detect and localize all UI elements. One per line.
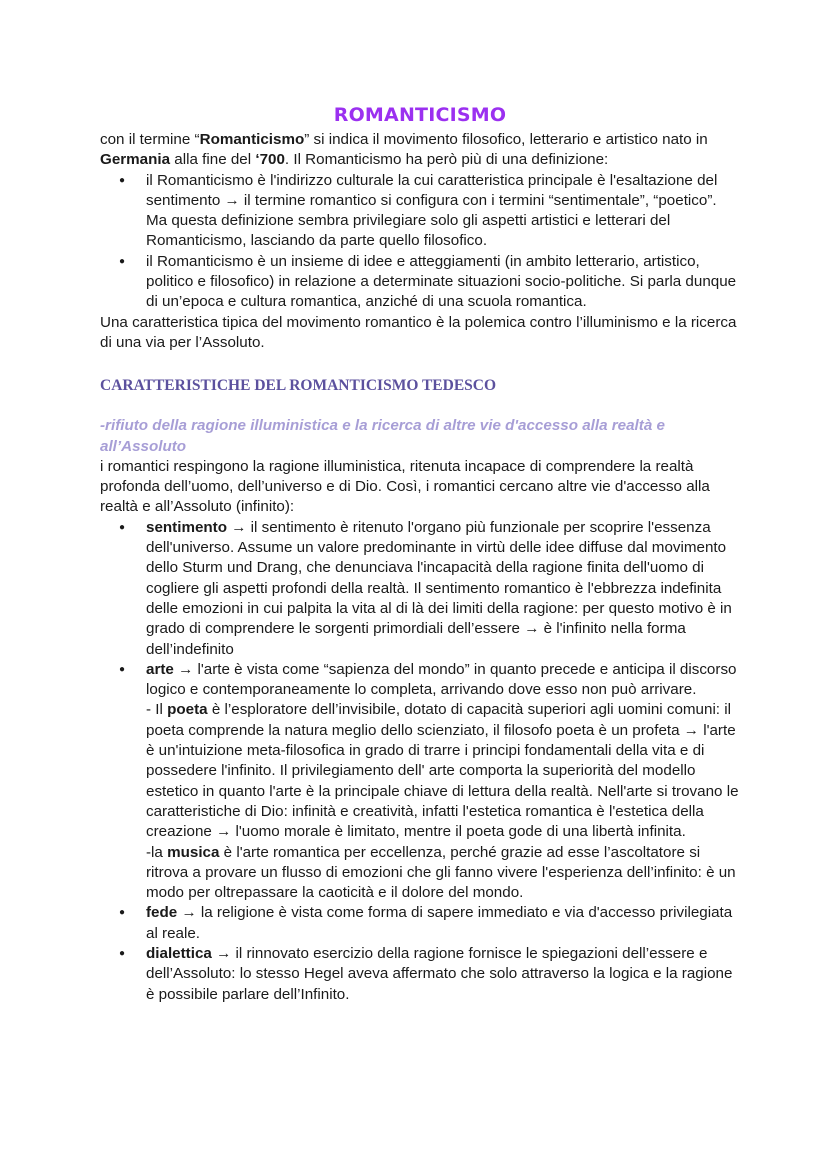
bold-term-germania: Germania [100,151,171,169]
term: musica [167,843,220,861]
text: è l’esploratore dell’invisibile, dotato di capacità superiori agli uomini comuni: il poeta comprende la natura meglio dello scienziato, il filosofo poeta è un profeta → l'arte è un'intuizione meta-filosofica in grado di trarre i principi fondamentali della vita e di possedere l'infinito. Il privilegiamento dell' arte comporta la superiorità del modello estetico in quanto l'arte è la principale chiave di lettura della realtà. Nell'arte si trovano le caratteristiche di Dio: infinità e creatività, infatti l'estetica romantica è l'estetica della creazione → l'uomo morale è limitato, mentre il poeta gode di una libertà infinita. [146,701,739,841]
bold-term-romanticismo: Romanticismo [199,131,305,148]
text: . Il Romanticismo ha però più di una definizione: [284,151,609,169]
list-item: ● il Romanticismo è l'indirizzo culturale la cui caratteristica principale è l'esaltazione del sentimento → il termine romantico si configura con i termini “sentimentale”, “poetico”. Ma questa definizione sembra privilegiare solo gli aspetti artistici e letterari del Romanticismo, lasciando da parte quello filosofico. [146,171,740,252]
definition: → la religione è vista come forma di sapere immediato e via d'accesso privilegiata al reale. [146,904,733,942]
term: sentimento [146,518,228,536]
page-title: ROMANTICISMO [333,104,507,126]
section-lead: i romantici respingono la ragione illuministica, ritenuta incapace di comprendere la realtà profonda dell’uomo, dell’universo e di Dio. Così, i romantici cercano altre vie d'accesso alla realtà e all’Assoluto (infinito): [100,457,710,516]
list-item-arte [146,660,740,904]
text: alla fine del [170,151,256,169]
access-ways-list [100,518,740,1005]
text: ” si indica il movimento filosofico, letterario e artistico nato in [304,131,708,148]
intro-paragraph [100,130,740,171]
bold-term-700: ‘700 [255,151,285,169]
text: con il termine “ [100,131,200,148]
list-item-dialettica [146,944,740,1005]
section-heading: CARATTERISTICHE DEL ROMANTICISMO TEDESCO [100,377,497,395]
definition: → l'arte è vista come “sapienza del mondo” in quanto precede e anticipa il discorso logico e contemporaneamente lo completa, arrivando dove esso non può arrivare. [146,660,737,699]
list-item-sentimento [146,518,740,660]
text: - Il [146,701,168,719]
definitions-list [100,171,740,313]
term: arte [146,660,174,678]
term: poeta [167,701,208,719]
definition: → il rinnovato esercizio della ragione fornisce le spiegazioni dell’essere e dell’Assoluto: lo stesso Hegel aveva affermato che solo attraverso la logica e la ragione è possibile parlare dell’Infinito. [146,944,733,1003]
list-item-fede [146,903,740,944]
intro-closing: Una caratteristica tipica del movimento romantico è la polemica contro l’illuminismo e la ricerca di una via per l’Assoluto. [100,313,737,351]
term: dialettica [146,944,212,962]
term: fede [146,904,178,922]
musica-paragraph [146,843,740,904]
document-page [100,103,740,1005]
list-item: ● il Romanticismo è un insieme di idee e atteggiamenti (in ambito letterario, artistico, politico e filosofico) in relazione a determinate situazioni socio-politiche. Si parla dunque di un’epoca e cultura romantica, anziché di una scuola romantica. [146,252,740,313]
text: è l'arte romantica per eccellenza, perché grazie ad esse l’ascoltatore si ritrova a provare un flusso di emozioni che gli fanno vivere l'esperienza dell’infinito: è un modo per oltrepassare la caoticità e il dolore del mondo. [146,843,736,902]
definition: → il sentimento è ritenuto l'organo più funzionale per scoprire l'essenza dell'universo. Assume un valore predominante in virtù delle idee diffuse dal movimento dello Sturm und Drang, che denunciava l'incapacità della ragione finita dell'uomo di cogliere gli aspetti profondi della realtà. Il sentimento romantico è l'ebbrezza indefinita delle emozioni in cui palpita la vita al di là dei limiti della ragione: per questo motivo è in grado di comprendere le sorgenti primordiali dell’essere → è l'infinito nella forma dell’indefinito [146,518,732,658]
text: -la [146,843,168,861]
poeta-paragraph [146,700,740,842]
section-subheading: -rifiuto della ragione illuministica e la ricerca di altre vie d'accesso alla realtà e all’Assoluto [100,417,665,455]
